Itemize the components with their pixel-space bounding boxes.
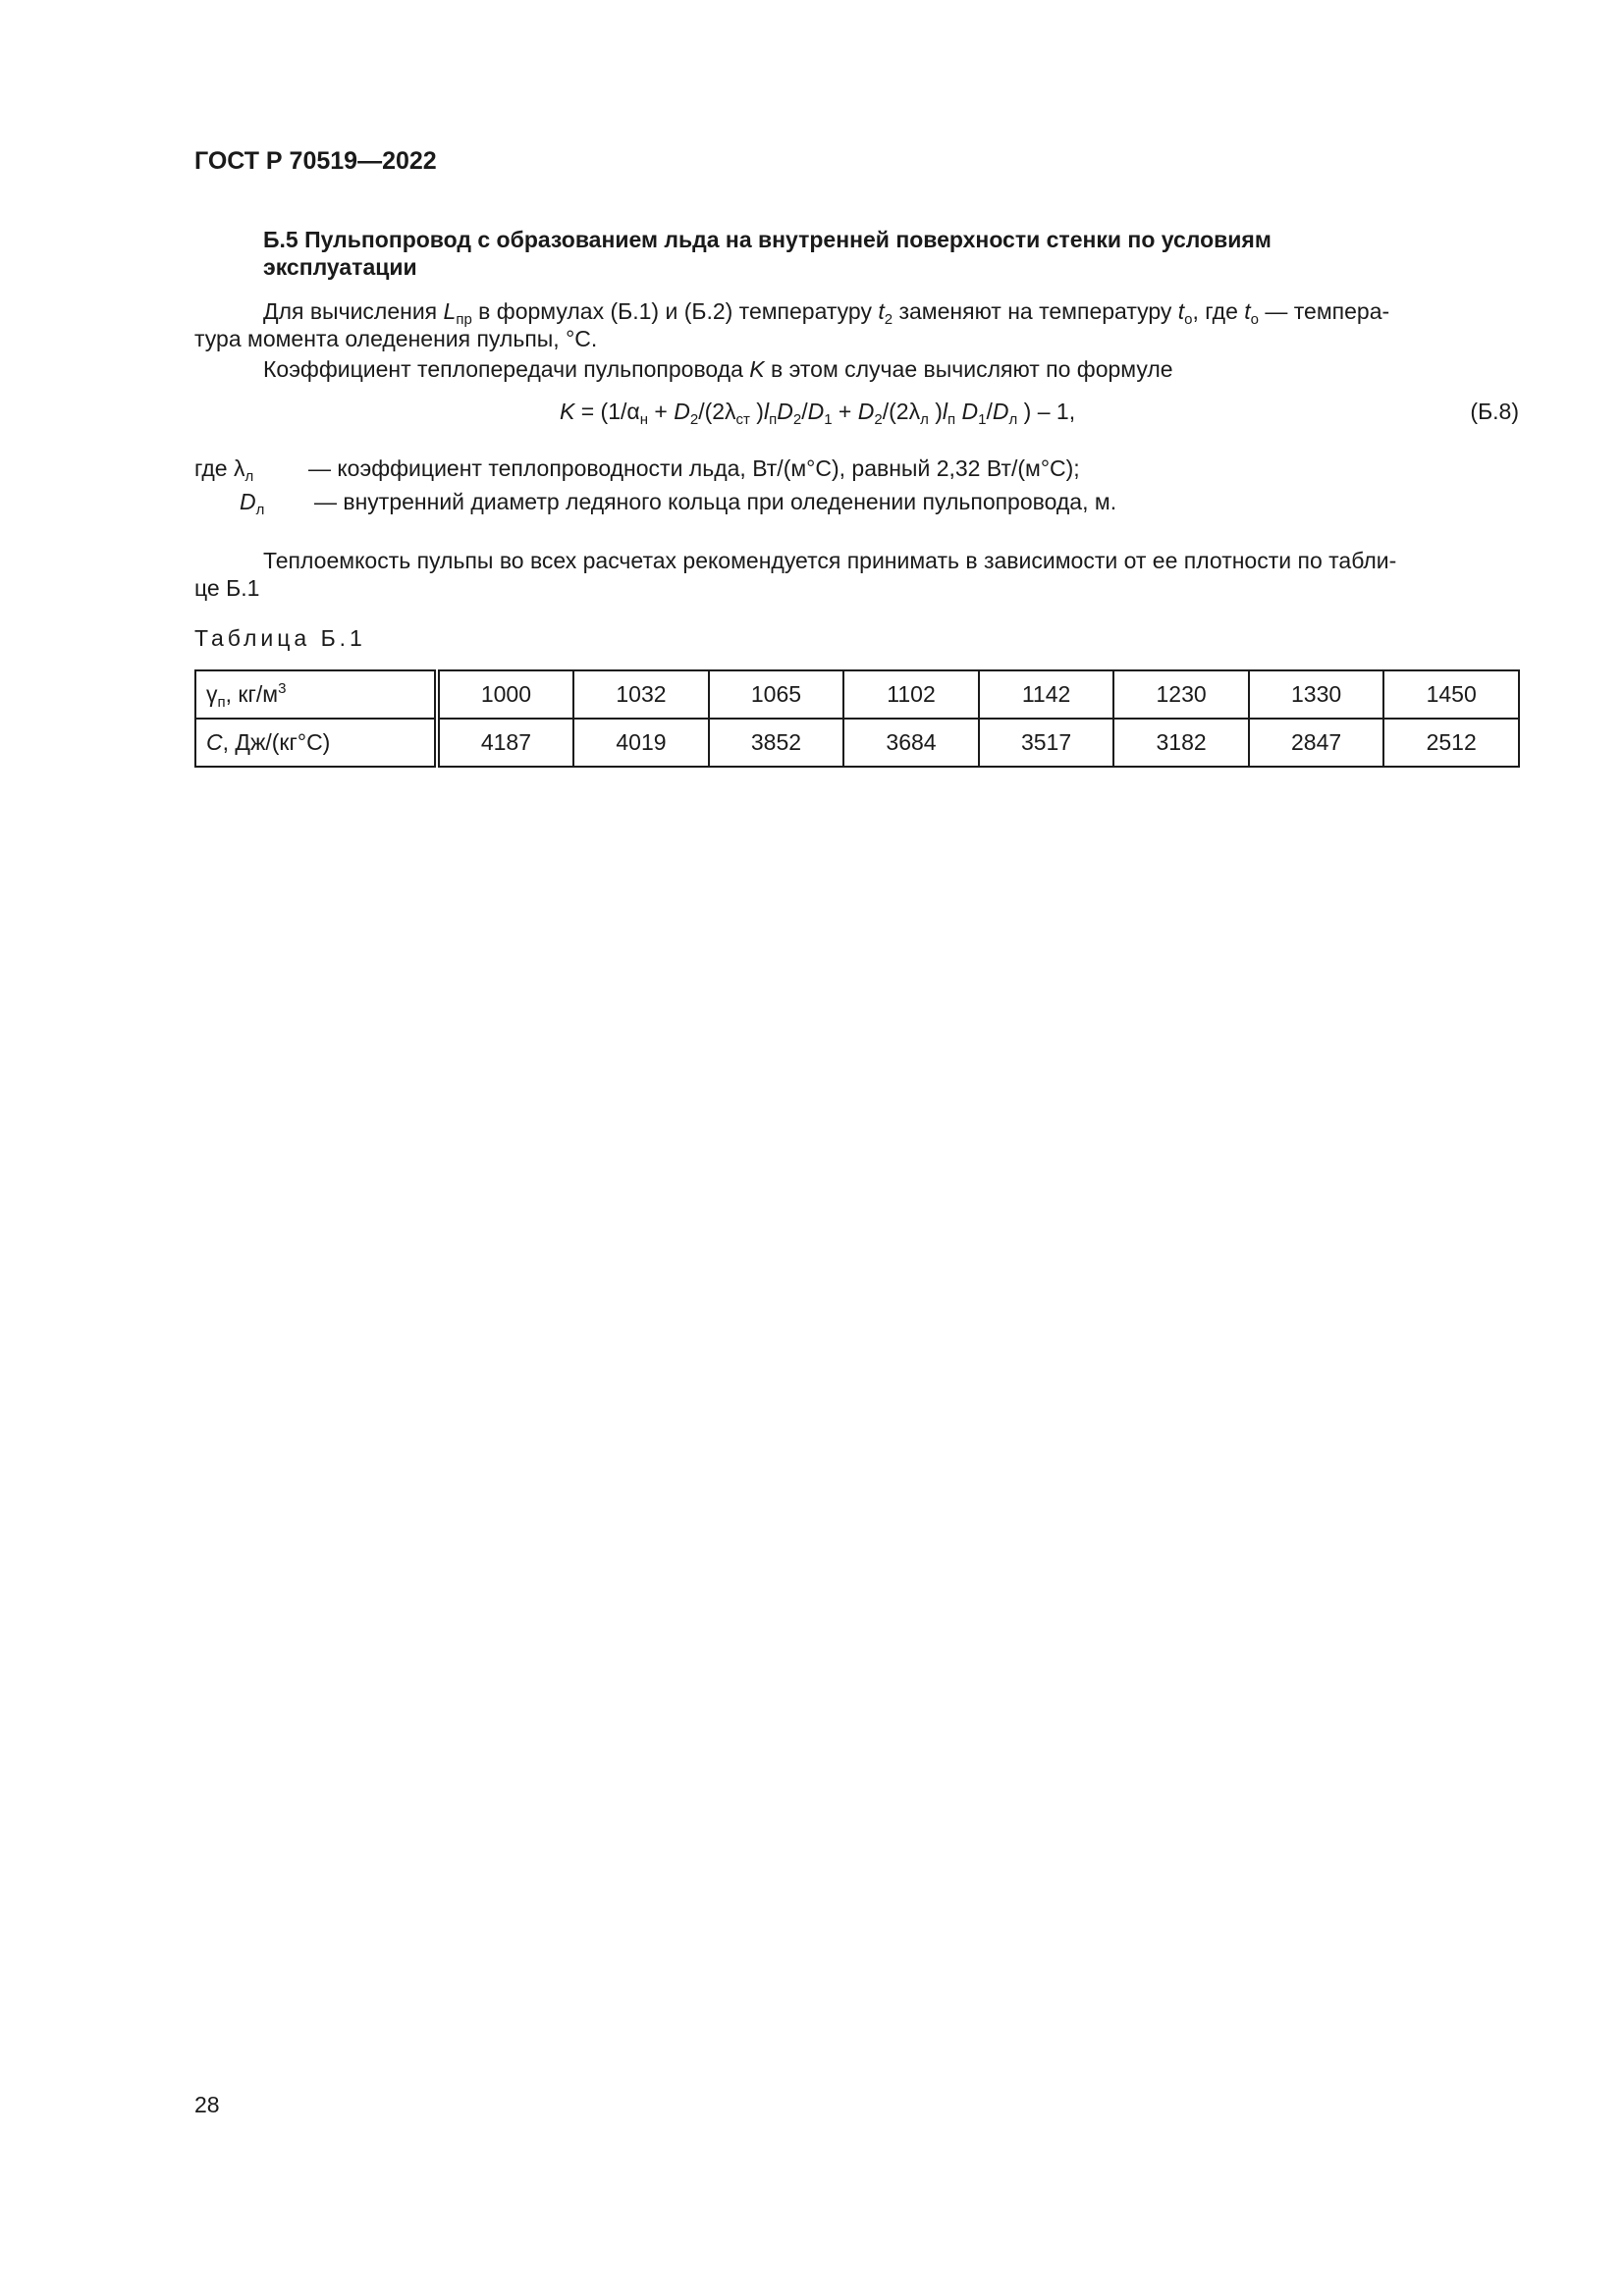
section-title (263, 226, 1441, 281)
where-definition-1: где $\lambda_л$ — коэффициент теплопроводности льда, Вт/(м°С), равный 2,32 Вт/(м°С); (194, 455, 1080, 485)
page-number: 28 (194, 2092, 220, 2117)
table-cell: 2847 (1249, 719, 1384, 767)
paragraph-1-line-2: тура момента оледенения пульпы, °C. (194, 326, 598, 351)
table-cell: 3852 (709, 719, 844, 767)
table-cell: 4019 (573, 719, 709, 767)
section-title-line2: эксплуатации (263, 254, 417, 280)
row-header-density: $\gamma_п$, $кг/м^3$ (195, 670, 437, 719)
table-cell: 1065 (709, 670, 844, 719)
table-cell: 1032 (573, 670, 709, 719)
table-caption: Таблица Б.1 (194, 625, 366, 651)
table-cell: 2512 (1383, 719, 1519, 767)
table-cell: 1142 (979, 670, 1114, 719)
table-cell: 1450 (1383, 670, 1519, 719)
table-cell: 1000 (437, 670, 574, 719)
section-title-line1: Б.5 Пульпопровод с образованием льда на внутренней поверхности стенки по условиям (263, 227, 1272, 252)
row-header-heat-capacity: C, Дж/(кг°С) (195, 719, 437, 767)
formula-number: (Б.8) (1470, 399, 1519, 424)
paragraph-3-line-2: це Б.1 (194, 575, 260, 601)
paragraph-1-line-1: Для вычисления $L_{пр}$ в формулах (Б.1) и (Б.2) температуру $t_2$ заменяют на температуру $t_o$, где $t_o$ — темпера- (263, 298, 1390, 328)
formula-b8: $K = (1/\alpha_н + D_2/(2\lambda_{ст}$ )$l_пD_2/D_1 + D_2/(2\lambda_л$ )$l_п$ $D_1/D_л$ ) – 1, (560, 399, 1076, 428)
table-cell: 1102 (843, 670, 979, 719)
table-cell: 4187 (437, 719, 574, 767)
document-header: ГОСТ Р 70519—2022 (194, 147, 437, 175)
paragraph-3-line-1: Теплоемкость пульпы во всех расчетах рекомендуется принимать в зависимости от ее плотности по табли- (263, 548, 1397, 573)
table-row-heat-capacity (195, 719, 1519, 767)
table-row-density (195, 670, 1519, 719)
table-cell: 1230 (1113, 670, 1249, 719)
table-cell: 3182 (1113, 719, 1249, 767)
table-cell: 3684 (843, 719, 979, 767)
table-cell: 3517 (979, 719, 1114, 767)
paragraph-2: Коэффициент теплопередачи пульпопровода K в этом случае вычисляют по формуле (263, 356, 1173, 382)
heat-capacity-table (194, 669, 1520, 768)
where-definition-2: $D_л$ — внутренний диаметр ледяного кольца при оледенении пульпопровода, м. (240, 489, 1117, 518)
table-cell: 1330 (1249, 670, 1384, 719)
